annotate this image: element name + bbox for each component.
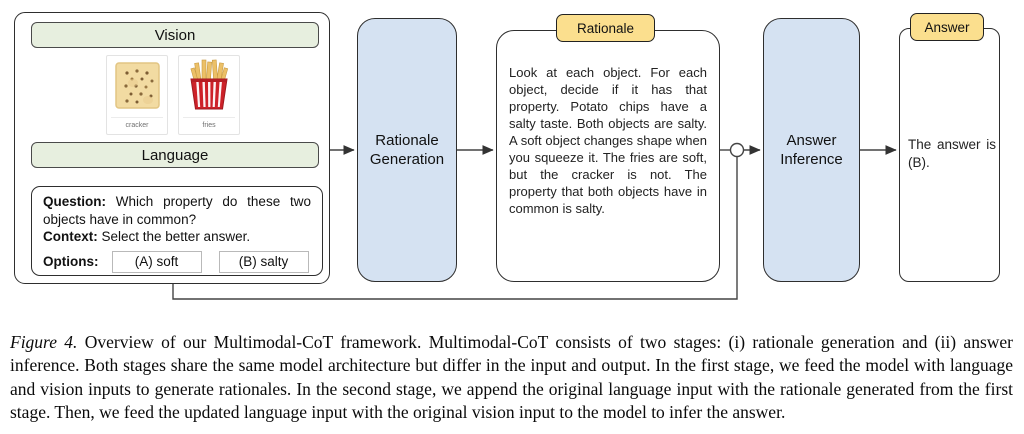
image-card-fries [178, 55, 240, 135]
language-label: Language [141, 146, 209, 164]
context-line [43, 228, 311, 246]
input-panel [14, 12, 330, 284]
answer-inference-box [763, 18, 860, 282]
answer-inference-label: Answer Inference [780, 132, 843, 168]
image-card-cracker [106, 55, 168, 135]
answer-tag-label: Answer [924, 19, 970, 35]
answer-text: The answer is (B). [908, 137, 996, 170]
card-divider [111, 117, 163, 118]
question-line [43, 193, 311, 228]
card-divider [183, 117, 235, 118]
fries-image [179, 56, 239, 116]
junction-node-icon [731, 144, 744, 157]
context-text: Select the better answer. [97, 229, 251, 244]
options-label: Options: [43, 253, 99, 269]
rationale-tag [556, 14, 655, 42]
card-label: fries [202, 122, 216, 129]
vision-header [31, 22, 319, 48]
rationale-text: Look at each object. For each object, decide if it has that property. Potato chips have a salty taste. Both objects are salty. A soft object changes shape when you squeeze it. The fries are soft, but the cracker is not. The property that both objects have in common is salty. [509, 65, 707, 216]
language-header [31, 142, 319, 168]
rationale-tag-label: Rationale [576, 20, 635, 36]
figure-caption-label: Figure 4. [10, 332, 78, 352]
options-row [43, 251, 311, 273]
question-box [31, 186, 323, 276]
option-b: (B) salty [219, 251, 309, 273]
cracker-image [107, 56, 167, 116]
rationale-generation-box [357, 18, 457, 282]
context-label: Context: [43, 229, 98, 244]
rationale-generation-label: Rationale Generation [369, 132, 445, 168]
figure-caption [10, 331, 1013, 425]
answer-tag [910, 13, 984, 41]
option-a: (A) soft [112, 251, 202, 273]
vision-label: Vision [154, 26, 196, 44]
figure-caption-text: Overview of our Multimodal-CoT framework. Multimodal-CoT consists of two stages: (i) rationale generation and (ii) answer inference. Both stages share the same model architecture but differ in the input and output. In the first stage, we feed the model with language and vision inputs to generate rationales. In the second stage, we append the original language input with the rationale generated from the first stage. Then, we feed the updated language input with the original vision input to the model to infer the answer. [10, 332, 1013, 423]
question-label: Question: [43, 194, 106, 209]
card-label: cracker [125, 122, 149, 129]
question-text: Which property do these two objects have in common? [43, 194, 311, 227]
